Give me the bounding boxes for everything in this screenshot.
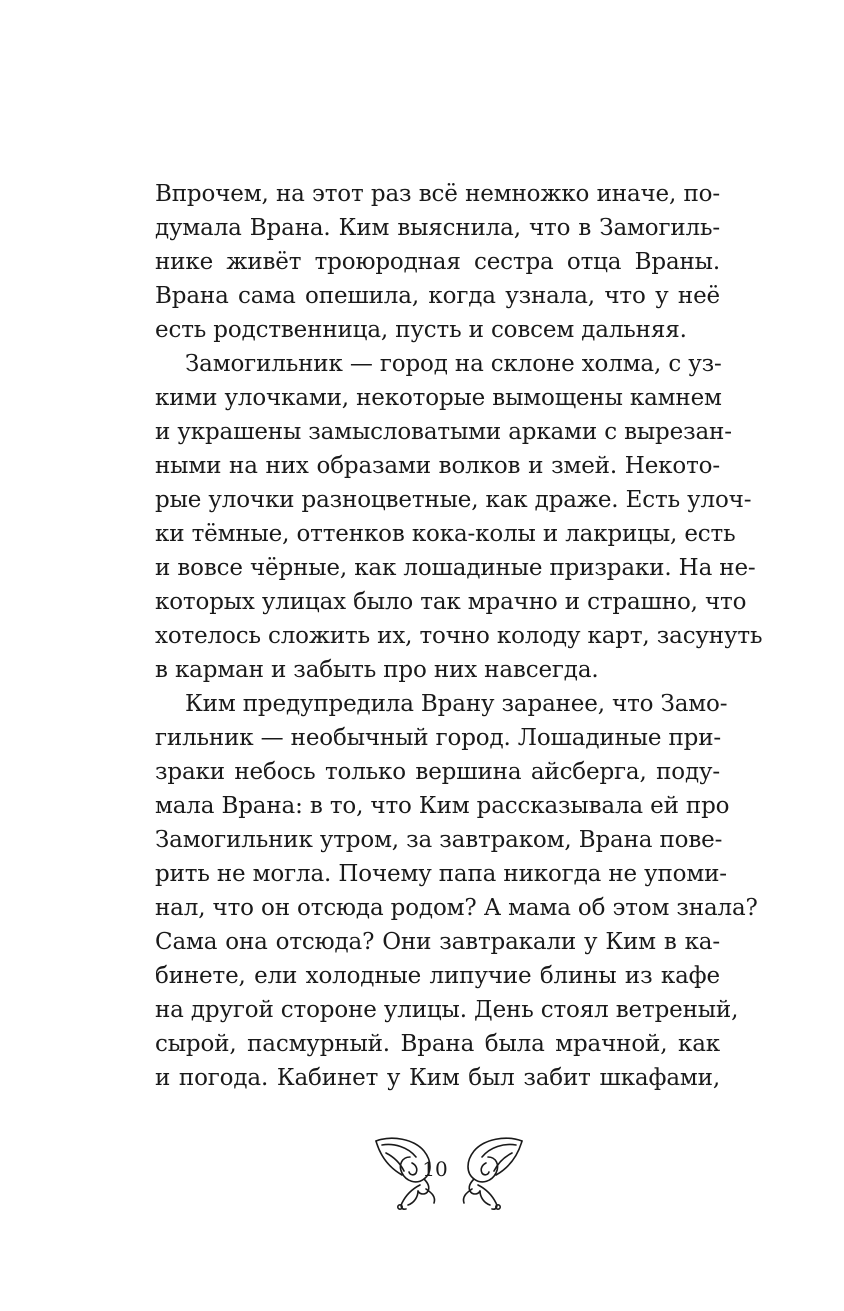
text-line: есть родственница, пусть и совсем дальняя. bbox=[155, 317, 687, 343]
text-line: сырой, пасмурный. Врана была мрачной, как bbox=[155, 1031, 720, 1057]
text-line: Ким предупредила Врану заранее, что Замо- bbox=[185, 691, 728, 717]
text-line: ными на них образами волков и змей. Некото- bbox=[155, 453, 720, 479]
text-line: в карман и забыть про них навсегда. bbox=[155, 657, 599, 683]
text-line: Врана сама опешила, когда узнала, что у неё bbox=[155, 283, 720, 309]
page-footer bbox=[0, 1125, 844, 1215]
text-line: на другой стороне улицы. День стоял ветреный, bbox=[155, 997, 739, 1023]
text-line: мала Врана: в то, что Ким рассказывала ей про bbox=[155, 793, 730, 819]
text-line: рить не могла. Почему папа никогда не упоми- bbox=[155, 861, 727, 887]
text-line: и украшены замысловатыми арками с вырезан- bbox=[155, 419, 732, 445]
body-text bbox=[155, 177, 763, 1095]
page-number: 10 bbox=[422, 1157, 448, 1181]
text-line: и погода. Кабинет у Ким был забит шкафами, bbox=[155, 1065, 720, 1091]
text-line: которых улицах было так мрачно и страшно, что bbox=[155, 589, 747, 615]
text-line: нике живёт троюродная сестра отца Враны. bbox=[155, 249, 720, 275]
text-line: Впрочем, на этот раз всё немножко иначе, по- bbox=[155, 181, 720, 207]
text-line: хотелось сложить их, точно колоду карт, засунуть bbox=[155, 623, 763, 649]
text-line: Сама она отсюда? Они завтракали у Ким в ка- bbox=[155, 929, 720, 955]
text-line: рые улочки разноцветные, как драже. Есть улоч- bbox=[155, 487, 752, 513]
text-line: ки тёмные, оттенков кока-колы и лакрицы, есть bbox=[155, 521, 736, 547]
text-line: бинете, ели холодные липучие блины из кафе bbox=[155, 963, 720, 989]
text-line: гильник — необычный город. Лошадиные при- bbox=[155, 725, 722, 751]
text-line: нал, что он отсюда родом? А мама об этом знала? bbox=[155, 895, 758, 921]
text-line: и вовсе чёрные, как лошадиные призраки. На не- bbox=[155, 555, 756, 581]
text-line: зраки небось только вершина айсберга, поду- bbox=[155, 759, 720, 785]
text-line: думала Врана. Ким выяснила, что в Замогиль- bbox=[155, 215, 720, 241]
text-line: кими улочками, некоторые вымощены камнем bbox=[155, 385, 722, 411]
text-line: Замогильник утром, за завтраком, Врана пове- bbox=[155, 827, 723, 853]
text-line: Замогильник — город на склоне холма, с уз- bbox=[185, 351, 722, 377]
butterfly-wing-ornament-icon bbox=[454, 1133, 526, 1211]
